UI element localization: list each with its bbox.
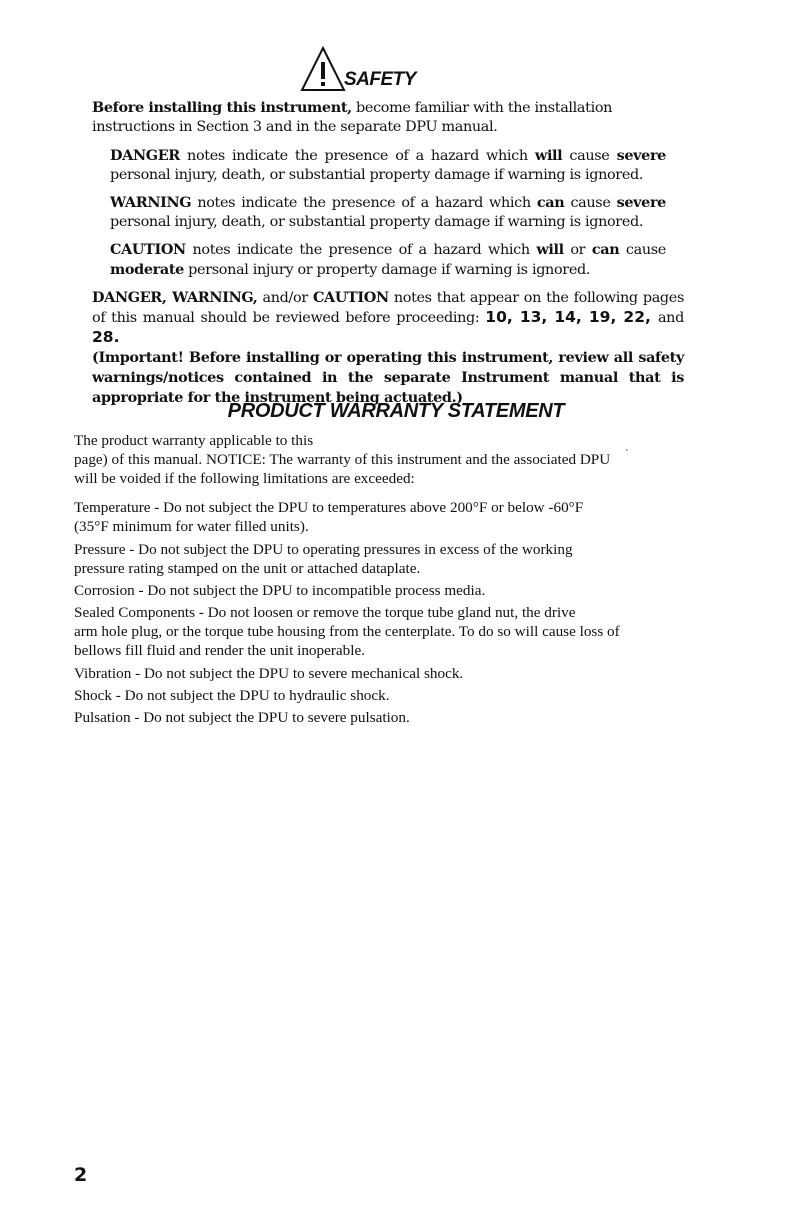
danger-note	[110, 146, 666, 185]
warning-text: notes indicate the presence of a hazard which	[191, 195, 537, 211]
warranty-line: The product warranty applicable to this	[74, 432, 314, 449]
stray-mark: `	[625, 448, 629, 460]
warning-triangle-icon	[300, 46, 346, 92]
danger-text: cause	[562, 148, 617, 164]
caution-moderate: moderate	[110, 261, 184, 278]
limitation-temperature: Temperature - Do not subject the DPU to temperatures above 200°F or below -60°F	[74, 499, 584, 516]
warning-severe: severe	[616, 194, 666, 211]
danger-text: personal injury, death, or substantial property damage if warning is ignored.	[110, 167, 644, 183]
pages-text: and/or	[257, 290, 313, 306]
page-ref[interactable]: 13	[519, 308, 542, 326]
page-number: 2	[74, 1164, 88, 1186]
intro-bold: Before installing this instrument,	[92, 99, 352, 116]
safety-pages-note: DANGER, WARNING, and/or CAUTION notes that appear on the following pages of this manual should be reviewed before proceeding: 10, 13, 14, 19, 22, and 28. (Important! Before installing or operating this instrument, review all safety warnings/notices contained in the separate Instrument manual that is appropriate for the instrument being actuated.)	[92, 289, 684, 406]
limitation-pulsation: Pulsation - Do not subject the DPU to severe pulsation.	[74, 709, 410, 726]
warranty-title: PRODUCT WARRANTY STATEMENT	[227, 400, 565, 422]
limitation-shock: Shock - Do not subject the DPU to hydraulic shock.	[74, 687, 390, 704]
limitation-sealed: Sealed Components - Do not loosen or remove the torque tube gland nut, the drive	[74, 604, 576, 621]
pages-caution: CAUTION	[312, 289, 389, 306]
limitation-sealed-cont: bellows fill fluid and render the unit inoperable.	[74, 642, 366, 659]
pages-text: notes that appear on the following pages of this manual should be reviewed before proceeding:	[92, 290, 684, 326]
danger-text: notes indicate the presence of a hazard which	[179, 148, 535, 164]
warning-note	[110, 193, 666, 232]
caution-text: or	[563, 242, 592, 258]
limitation-sealed-cont: arm hole plug, or the torque tube housing from the centerplate. To do so will cause loss of	[74, 623, 620, 640]
important-note: (Important! Before installing or operating this instrument, review all safety warnings/notices contained in the separate Instrument manual that is appropriate for the instrument being actuated.)	[92, 349, 684, 406]
page-ref[interactable]: 22	[623, 308, 645, 326]
page-ref[interactable]: 14	[554, 308, 576, 326]
caution-can: can	[591, 241, 620, 258]
warning-can: can	[536, 194, 565, 211]
warning-label: WARNING	[110, 194, 192, 211]
caution-note	[110, 240, 666, 280]
warning-text: personal injury, death, or substantial property damage if warning is ignored.	[110, 214, 644, 230]
safety-heading	[300, 46, 520, 94]
caution-label: CAUTION	[110, 241, 186, 258]
pages-and: and	[657, 310, 684, 326]
limitation-temperature-cont: (35°F minimum for water filled units).	[74, 518, 309, 535]
page-ref[interactable]: 28.	[92, 328, 120, 346]
caution-will: will	[536, 241, 564, 258]
danger-label: DANGER	[110, 147, 180, 164]
danger-severe: severe	[616, 147, 666, 164]
intro-text: become familiar with the installation instructions in Section 3 and in the separate DPU manual.	[92, 100, 613, 135]
warranty-line: page) of this manual. NOTICE: The warranty of this instrument and the associated DPU	[74, 451, 611, 468]
warranty-line: will be voided if the following limitations are exceeded:	[74, 470, 415, 487]
safety-intro	[92, 98, 688, 137]
warning-text: cause	[564, 195, 617, 211]
limitation-pressure-cont: pressure rating stamped on the unit or attached dataplate.	[74, 560, 421, 577]
page-ref[interactable]: 10	[485, 308, 507, 326]
pages-labels: DANGER, WARNING,	[92, 289, 258, 306]
page-ref[interactable]: 19	[588, 308, 611, 326]
caution-text: notes indicate the presence of a hazard which	[185, 242, 537, 258]
safety-title: SAFETY	[344, 69, 416, 90]
limitation-corrosion: Corrosion - Do not subject the DPU to incompatible process media.	[74, 582, 486, 599]
limitation-vibration: Vibration - Do not subject the DPU to severe mechanical shock.	[74, 665, 464, 682]
caution-text: personal injury or property damage if warning is ignored.	[183, 262, 591, 278]
danger-will: will	[534, 147, 563, 164]
caution-text: cause	[619, 242, 666, 258]
limitation-pressure: Pressure - Do not subject the DPU to operating pressures in excess of the working	[74, 541, 573, 558]
